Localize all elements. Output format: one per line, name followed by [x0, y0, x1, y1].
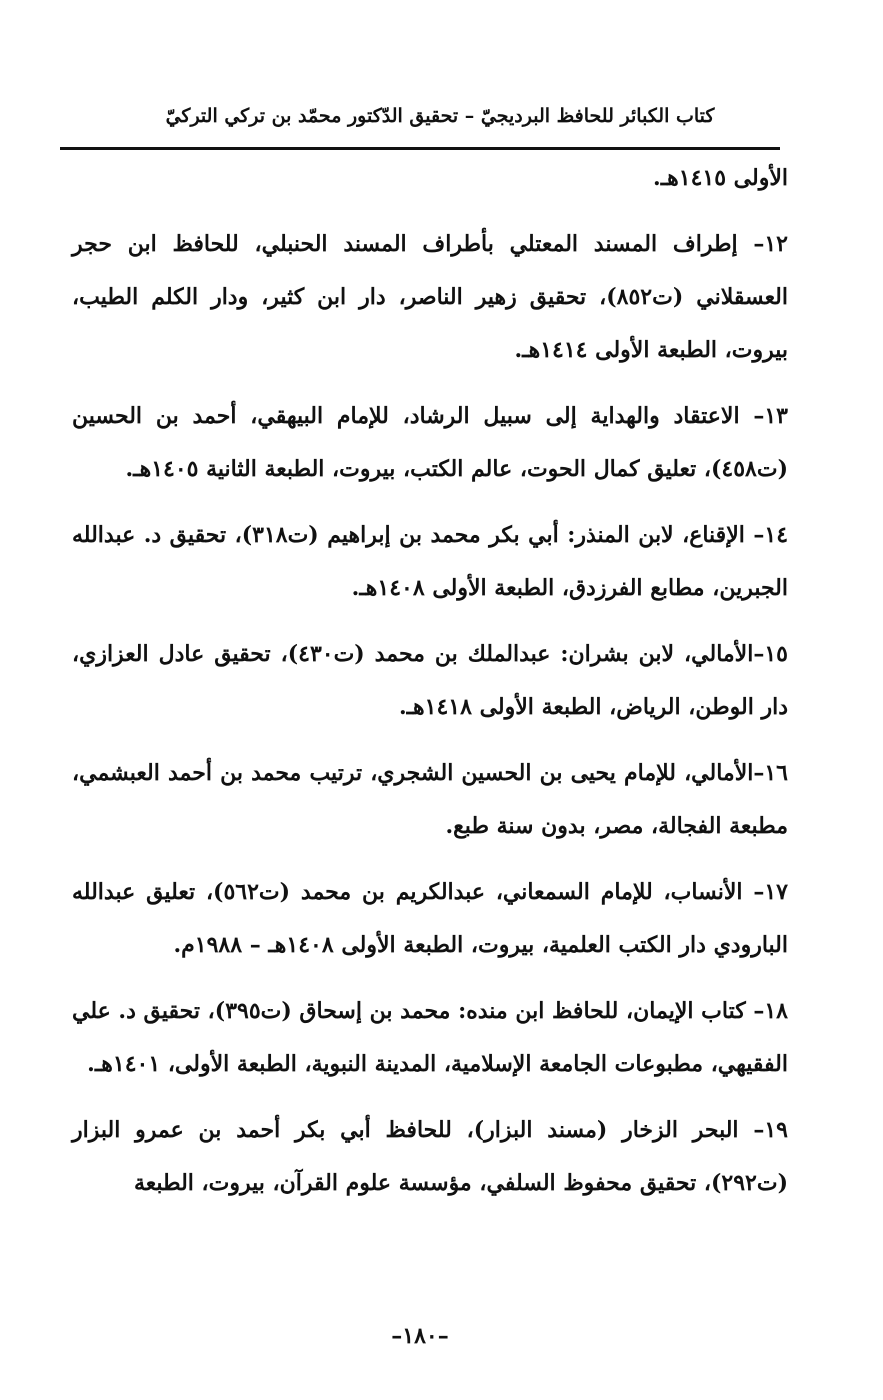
entry-number: ١٢: [764, 231, 788, 257]
entry-text: –الأمالي، للإمام يحيى بن الحسين الشجري، ترتيب محمد بن أحمد العبشمي، مطبعة الفجالة، مصر، بدون سنة طبع.: [72, 760, 788, 839]
bibliography-entry: [72, 218, 788, 377]
continued-line: الأولى ١٤١٥هـ.: [653, 165, 788, 191]
entry-number: ١٤: [764, 522, 789, 548]
page-number: –١٨٠–: [391, 1323, 449, 1349]
bibliography-entry: [72, 866, 788, 972]
entry-text: – الاعتقاد والهداية إلى سبيل الرشاد، للإمام البيهقي، أحمد بن الحسين (ت٤٥٨)، تعليق كمال الحوت، عالم الكتب، بيروت، الطبعة الثانية ١٤٠٥هـ.: [72, 403, 788, 482]
header-rule: [60, 147, 780, 150]
entry-number: ١٦: [764, 760, 788, 786]
bibliography-entry: [72, 509, 788, 615]
bibliography-entry: [72, 628, 788, 734]
entry-text: – الأنساب، للإمام السمعاني، عبدالكريم بن محمد (ت٥٦٢)، تعليق عبدالله البارودي دار الكتب العلمية، بيروت، الطبعة الأولى ١٤٠٨هـ – ١٩٨٨م.: [72, 879, 788, 958]
entry-text: – كتاب الإيمان، للحافظ ابن منده: محمد بن إسحاق (ت٣٩٥)، تحقيق د. علي الفقيهي، مطبوعات الجامعة الإسلامية، المدينة النبوية، الطبعة الأولى، ١٤٠١هـ.: [72, 998, 788, 1077]
entry-text: – الإقناع، لابن المنذر: أبي بكر محمد بن إبراهيم (ت٣١٨)، تحقيق د. عبدالله الجبرين، مطابع الفرزدق، الطبعة الأولى ١٤٠٨هـ.: [72, 522, 788, 601]
entry-text: –الأمالي، لابن بشران: عبدالملك بن محمد (ت٤٣٠)، تحقيق عادل العزازي، دار الوطن، الرياض، الطبعة الأولى ١٤١٨هـ.: [72, 641, 788, 720]
entry-number: ١٨: [764, 998, 788, 1024]
bibliography-entry: [72, 390, 788, 496]
running-header: كتاب الكبائر للحافظ البرديجيّ – تحقيق الدّكتور محمّد بن تركي التركيّ: [165, 105, 715, 127]
entry-text: – البحر الزخار (مسند البزار)، للحافظ أبي بكر أحمد بن عمرو البزار (ت٢٩٢)، تحقيق محفوظ السلفي، مؤسسة علوم القرآن، بيروت، الطبعة: [72, 1117, 788, 1196]
bibliography-entry: [72, 985, 788, 1091]
bibliography-entry: [72, 747, 788, 853]
entry-number: ١٧: [764, 879, 788, 905]
bibliography-body: [72, 152, 788, 1223]
entry-number: ١٥: [764, 641, 788, 667]
entry-text: – إطراف المسند المعتلي بأطراف المسند الحنبلي، للحافظ ابن حجر العسقلاني (ت٨٥٢)، تحقيق زهير الناصر، دار ابن كثير، ودار الكلم الطيب، بيروت، الطبعة الأولى ١٤١٤هـ.: [72, 231, 789, 363]
entry-number: ١٩: [764, 1117, 788, 1143]
entry-number: ١٣: [764, 403, 788, 429]
bibliography-entry: [72, 1104, 788, 1210]
